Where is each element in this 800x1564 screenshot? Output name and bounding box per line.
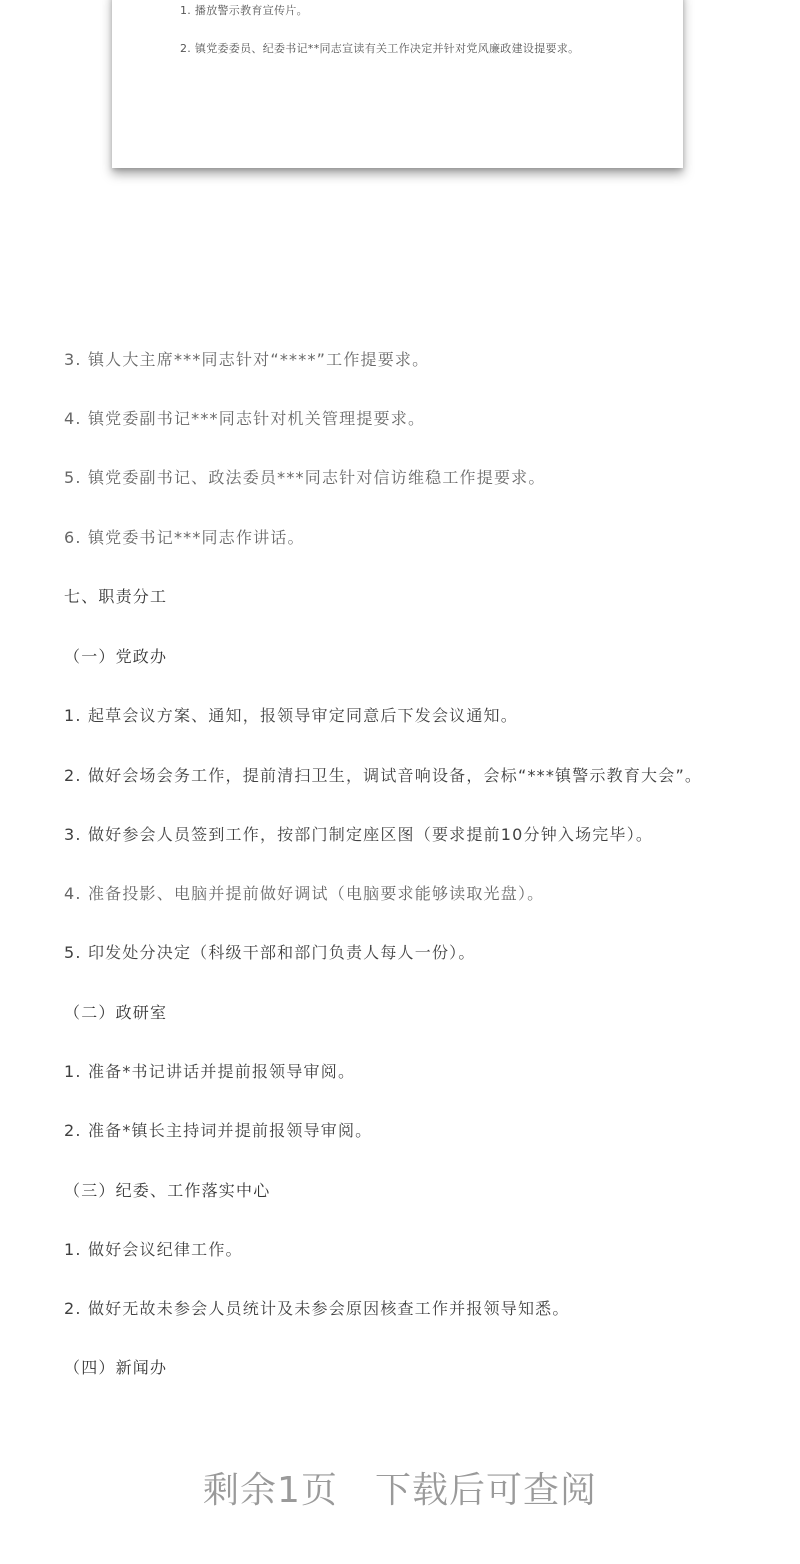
preview-line: 1. 播放警示教育宣传片。 xyxy=(180,4,308,17)
doc-paragraph: 5. 镇党委副书记、政法委员***同志针对信访维稳工作提要求。 xyxy=(64,468,546,487)
doc-paragraph: 2. 准备*镇长主持词并提前报领导审阅。 xyxy=(64,1121,373,1140)
subsection-heading: （三）纪委、工作落实中心 xyxy=(64,1181,271,1200)
doc-paragraph: 1. 准备*书记讲话并提前报领导审阅。 xyxy=(64,1062,356,1081)
doc-paragraph: 2. 做好无故未参会人员统计及未参会原因核查工作并报领导知悉。 xyxy=(64,1299,570,1318)
doc-paragraph: 6. 镇党委书记***同志作讲话。 xyxy=(64,528,305,547)
preview-line: 2. 镇党委委员、纪委书记**同志宣读有关工作决定并针对党风廉政建设提要求。 xyxy=(180,42,580,55)
subsection-heading: （一）党政办 xyxy=(64,647,168,666)
doc-paragraph: 1. 起草会议方案、通知，报领导审定同意后下发会议通知。 xyxy=(64,706,518,725)
section-heading: 七、职责分工 xyxy=(64,587,168,606)
subsection-heading: （四）新闻办 xyxy=(64,1358,168,1377)
doc-paragraph: 1. 做好会议纪律工作。 xyxy=(64,1240,243,1259)
doc-paragraph: 3. 做好参会人员签到工作，按部门制定座区图（要求提前10分钟入场完毕）。 xyxy=(64,825,654,844)
doc-paragraph: 3. 镇人大主席***同志针对“****”工作提要求。 xyxy=(64,350,430,369)
doc-paragraph: 2. 做好会场会务工作，提前清扫卫生，调试音响设备，会标“***镇警示教育大会”。 xyxy=(64,766,703,785)
subsection-heading: （二）政研室 xyxy=(64,1003,168,1022)
remaining-pages-download-prompt[interactable]: 剩余1页 下载后可查阅 xyxy=(203,1470,597,1511)
document-preview-card xyxy=(112,0,683,168)
doc-paragraph: 4. 准备投影、电脑并提前做好调试（电脑要求能够读取光盘）。 xyxy=(64,884,545,903)
doc-paragraph: 4. 镇党委副书记***同志针对机关管理提要求。 xyxy=(64,409,426,428)
doc-paragraph: 5. 印发处分决定（科级干部和部门负责人每人一份）。 xyxy=(64,943,476,962)
